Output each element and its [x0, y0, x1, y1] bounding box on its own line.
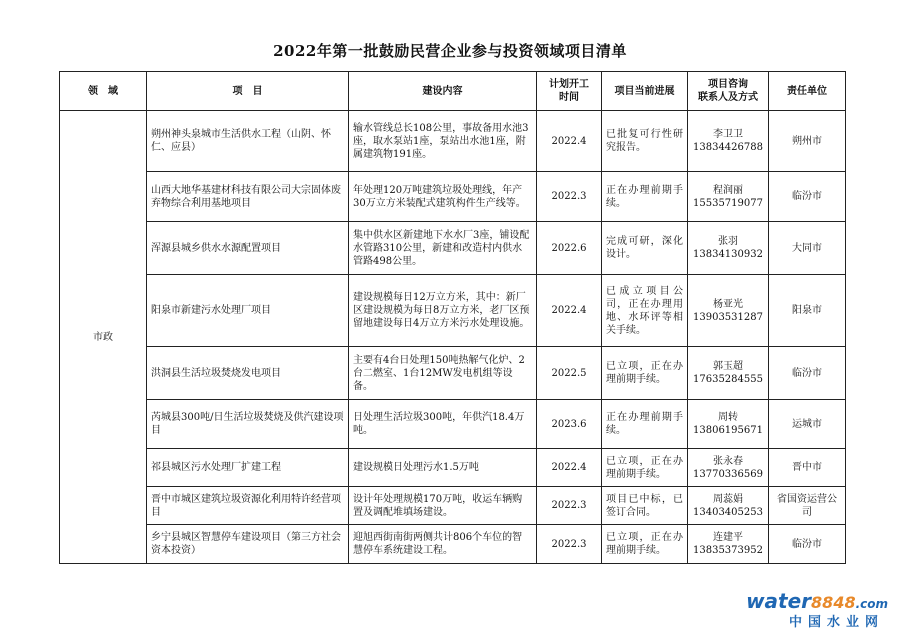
start-date-cell: 2022.3: [537, 172, 602, 222]
responsible-unit-cell: 晋中市: [769, 449, 846, 487]
start-date-cell: 2022.5: [537, 347, 602, 400]
project-cell: 山西大地华基建材科技有限公司大宗固体废弃物综合利用基地项目: [147, 172, 349, 222]
content-cell: 设计年处理规模170万吨，收运车辆购置及调配堆填场建设。: [349, 487, 537, 525]
contact-phone: 13903531287: [693, 311, 763, 323]
progress-cell: 已立项，正在办理前期手续。: [602, 347, 688, 400]
site-logo: [746, 589, 888, 630]
start-date-cell: 2022.3: [537, 525, 602, 564]
project-cell: 阳泉市新建污水处理厂项目: [147, 275, 349, 347]
header-contact: 项目咨询 联系人及方式: [688, 72, 769, 111]
contact-cell: [688, 111, 769, 172]
logo-subtitle: 中国水业网: [788, 615, 884, 630]
contact-cell: [688, 449, 769, 487]
progress-cell: 正在办理前期手续。: [602, 172, 688, 222]
table-header-row: [60, 72, 846, 111]
contact-phone: 13403405253: [693, 506, 763, 518]
table-row: [60, 347, 846, 400]
contact-name: 郭玉超: [713, 361, 743, 372]
logo-wordmark: water8848.com: [746, 589, 888, 613]
header-content: 建设内容: [349, 72, 537, 111]
responsible-unit-cell: 大同市: [769, 222, 846, 275]
progress-cell: 已批复可行性研究报告。: [602, 111, 688, 172]
responsible-unit-cell: 临汾市: [769, 347, 846, 400]
content-cell: 主要有4台日处理150吨热解气化炉、2台二燃室、1台12MW发电机组等设备。: [349, 347, 537, 400]
contact-cell: [688, 347, 769, 400]
start-date-cell: 2022.4: [537, 275, 602, 347]
contact-name: 程润丽: [713, 184, 743, 196]
header-date: 计划开工 时间: [537, 72, 602, 111]
table-row: [60, 400, 846, 449]
content-cell: 输水管线总长108公里，事故备用水池3座，取水泵站1座，泵站出水池1座，附属建筑物191座。: [349, 111, 537, 172]
project-cell: 朔州神头泉城市生活供水工程（山阴、怀仁、应县）: [147, 111, 349, 172]
contact-phone: 15535719077: [693, 197, 763, 209]
header-project: 项 目: [147, 72, 349, 111]
contact-cell: [688, 275, 769, 347]
contact-name: 杨亚光: [713, 298, 743, 310]
contact-cell: [688, 400, 769, 449]
project-table: [59, 71, 846, 564]
content-cell: 日处理生活垃圾300吨，年供汽18.4万吨。: [349, 400, 537, 449]
header-field: 领 域: [60, 72, 147, 111]
contact-name: 李卫卫: [713, 129, 743, 140]
contact-cell: [688, 525, 769, 564]
responsible-unit-cell: 临汾市: [769, 172, 846, 222]
contact-phone: 13834426788: [693, 142, 763, 153]
project-cell: 洪洞县生活垃圾焚烧发电项目: [147, 347, 349, 400]
start-date-cell: 2022.4: [537, 111, 602, 172]
contact-name: 周转: [718, 412, 738, 423]
contact-phone: 17635284555: [693, 374, 763, 385]
table-row: [60, 275, 846, 347]
contact-cell: [688, 222, 769, 275]
start-date-cell: 2022.3: [537, 487, 602, 525]
table-row: [60, 222, 846, 275]
responsible-unit-cell: 临汾市: [769, 525, 846, 564]
progress-cell: 已成立项目公司，正在办理用地、水环评等相关手续。: [602, 275, 688, 347]
table-row: [60, 172, 846, 222]
contact-name: 连建平: [713, 532, 743, 543]
progress-cell: 已立项，正在办理前期手续。: [602, 525, 688, 564]
contact-phone: 13770336569: [693, 468, 763, 480]
project-cell: 晋中市城区建筑垃圾资源化利用特许经营项目: [147, 487, 349, 525]
project-cell: 乡宁县城区智慧停车建设项目（第三方社会资本投资）: [147, 525, 349, 564]
project-cell: 浑源县城乡供水水源配置项目: [147, 222, 349, 275]
responsible-unit-cell: 朔州市: [769, 111, 846, 172]
contact-phone: 13806195671: [693, 425, 763, 436]
responsible-unit-cell: 阳泉市: [769, 275, 846, 347]
contact-name: 张永春: [713, 455, 743, 467]
header-unit: 责任单位: [769, 72, 846, 111]
content-cell: 年处理120万吨建筑垃圾处理线，年产30万立方米装配式建筑构件生产线等。: [349, 172, 537, 222]
table-row: [60, 449, 846, 487]
contact-phone: 13834130932: [693, 249, 763, 260]
progress-cell: 正在办理前期手续。: [602, 400, 688, 449]
start-date-cell: 2022.4: [537, 449, 602, 487]
start-date-cell: 2023.6: [537, 400, 602, 449]
start-date-cell: 2022.6: [537, 222, 602, 275]
content-cell: 建设规模每日12万立方米，其中：新厂区建设规模为每日8万立方米，老厂区预留地建设每日4万立方米污水处理设施。: [349, 275, 537, 347]
project-cell: 祁县城区污水处理厂扩建工程: [147, 449, 349, 487]
responsible-unit-cell: 省国资运营公司: [769, 487, 846, 525]
header-progress: 项目当前进展: [602, 72, 688, 111]
contact-name: 周蕊娟: [713, 493, 743, 505]
page-title: 2022年第一批鼓励民营企业参与投资领域项目清单: [273, 42, 627, 60]
responsible-unit-cell: 运城市: [769, 400, 846, 449]
progress-cell: 已立项，正在办理前期手续。: [602, 449, 688, 487]
progress-cell: 完成可研，深化设计。: [602, 222, 688, 275]
contact-name: 张羽: [718, 236, 738, 247]
table-row: [60, 111, 846, 172]
content-cell: 迎旭西街南街两侧共计806个车位的智慧停车系统建设工程。: [349, 525, 537, 564]
content-cell: 集中供水区新建地下水水厂3座，铺设配水管路310公里，新建和改造村内供水管路498公里。: [349, 222, 537, 275]
contact-phone: 13835373952: [693, 545, 763, 556]
content-cell: 建设规模日处理污水1.5万吨: [349, 449, 537, 487]
project-cell: 芮城县300吨/日生活垃圾焚烧及供汽建设项目: [147, 400, 349, 449]
field-cell: 市政: [60, 111, 147, 564]
contact-cell: [688, 172, 769, 222]
progress-cell: 项目已中标，已签订合同。: [602, 487, 688, 525]
table-row: [60, 487, 846, 525]
contact-cell: [688, 487, 769, 525]
table-row: [60, 525, 846, 564]
